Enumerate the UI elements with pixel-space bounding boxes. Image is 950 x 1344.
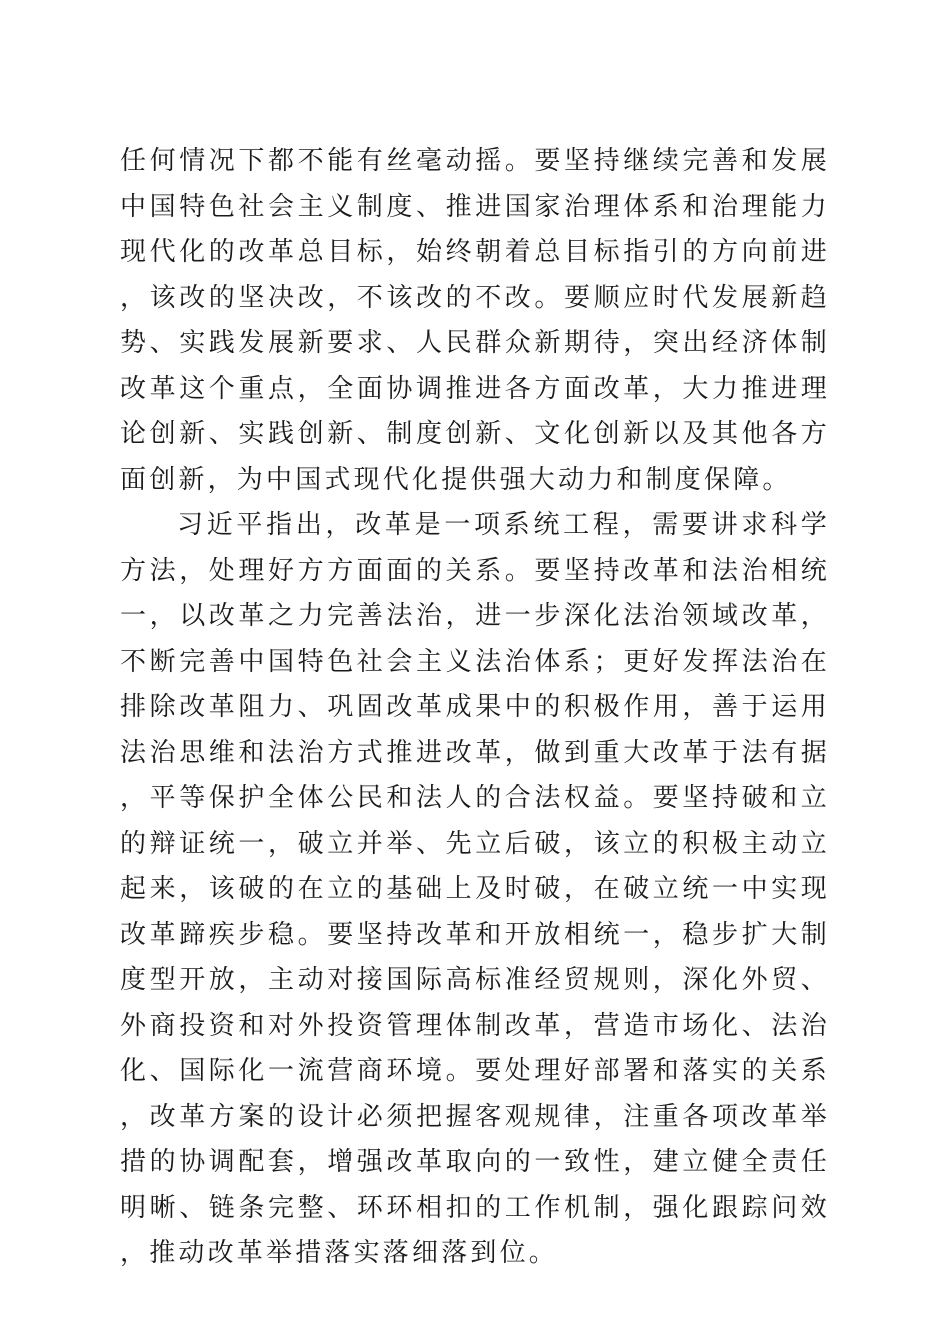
paragraph-continued: 任何情况下都不能有丝毫动摇。要坚持继续完善和发展中国特色社会主义制度、推进国家治理体系和治理能力现代化的改革总目标，始终朝着总目标指引的方向前进，该改的坚决改，不该改的不改。要顺应时代发展新趋势、实践发展新要求、人民群众新期待，突出经济体制改革这个重点，全面协调推进各方面改革，大力推进理论创新、实践创新、制度创新、文化创新以及其他各方面创新，为中国式现代化提供强大动力和制度保障。 — [120, 146, 830, 495]
paragraph-xi-reform-methods: 习近平指出，改革是一项系统工程，需要讲求科学方法，处理好方方面面的关系。要坚持改革和法治相统一，以改革之力完善法治，进一步深化法治领域改革，不断完善中国特色社会主义法治体系；更好发挥法治在排除改革阻力、巩固改革成果中的积极作用，善于运用法治思维和法治方式推进改革，做到重大改革于法有据，平等保护全体公民和法人的合法权益。要坚持破和立的辩证统一，破立并举、先立后破，该立的积极主动立起来，该破的在立的基础上及时破，在破立统一中实现改革蹄疾步稳。要坚持改革和开放相统一，稳步扩大制度型开放，主动对接国际高标准经贸规则，深化外贸、外商投资和对外投资管理体制改革，营造市场化、法治化、国际化一流营商环境。要处理好部署和落实的关系，改革方案的设计必须把握客观规律，注重各项改革举措的协调配套，增强改革取向的一致性，建立健全责任明晰、链条完整、环环相扣的工作机制，强化跟踪问效，推动改革举措落实落细落到位。 — [120, 510, 830, 1268]
document-body — [120, 139, 830, 1277]
